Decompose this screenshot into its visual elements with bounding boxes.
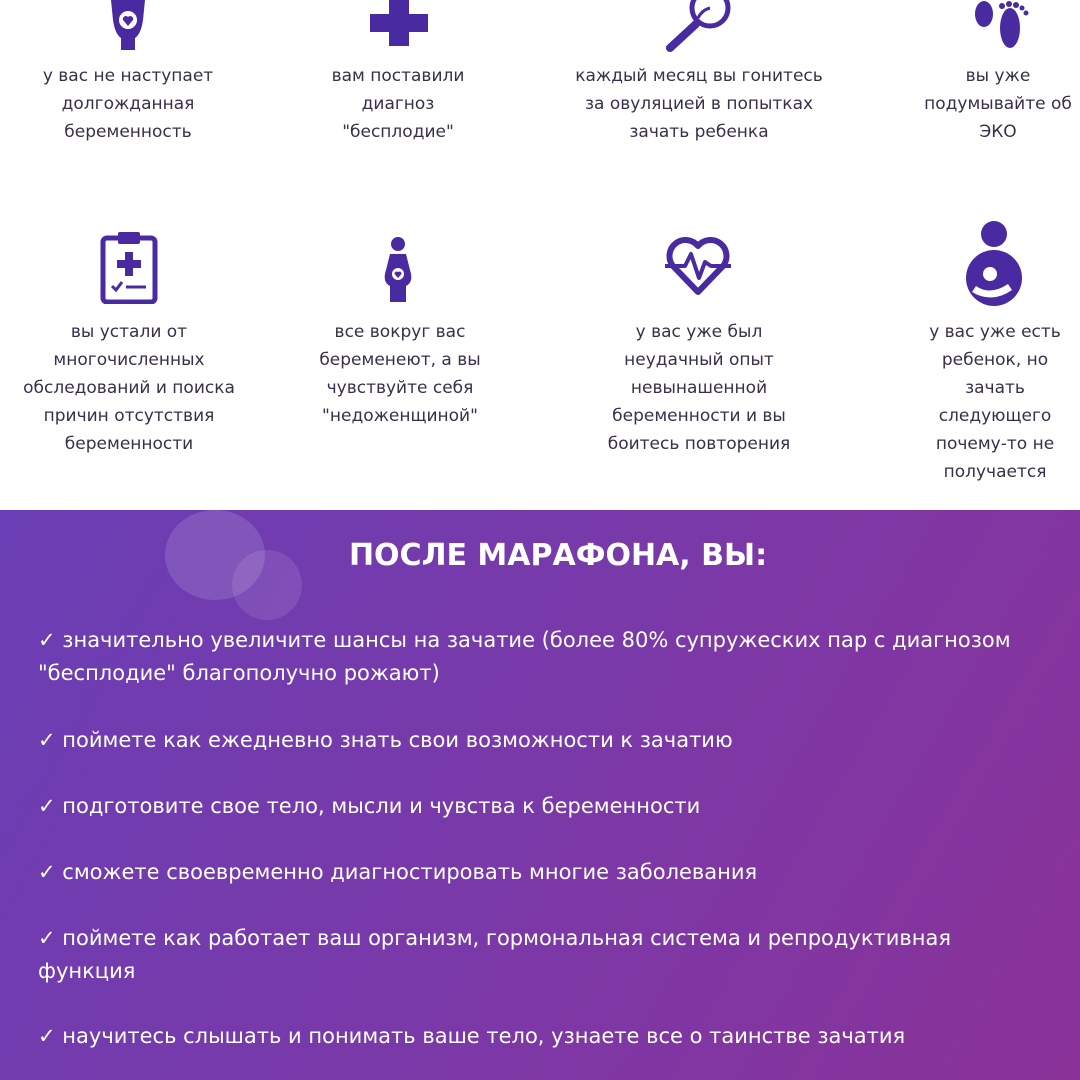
checkmark-icon: ✓ — [38, 860, 56, 884]
benefits-section — [0, 510, 1080, 1080]
benefit-text: подготовите свое тело, мысли и чувства к беременности — [62, 794, 701, 818]
mother-heart-icon — [107, 0, 149, 52]
checkmark-icon: ✓ — [38, 926, 56, 950]
benefit-item-3 — [38, 790, 1048, 823]
checkmark-icon: ✓ — [38, 794, 56, 818]
magnifier-icon — [664, 0, 736, 52]
problem-text-6: все вокруг вас беременеют, а вы чувствуйте себя "недоженщиной" — [319, 322, 481, 426]
benefit-item-2 — [38, 724, 1048, 757]
benefit-text: поймете как работает ваш организм, гормональная система и репродуктивная функция — [38, 926, 951, 983]
benefit-item-5 — [38, 922, 1048, 988]
medical-clipboard-icon — [100, 232, 158, 304]
benefit-text: значительно увеличите шансы на зачатие (более 80% супружеских пар с диагнозом "бесплодие" благополучно рожают) — [38, 628, 1011, 685]
benefit-item-1 — [38, 624, 1048, 690]
problem-text-4: вы уже подумывайте об ЭКО — [924, 66, 1072, 142]
problem-text-1: у вас не наступает долгожданная беременность — [42, 66, 214, 142]
problem-text-7: у вас уже был неудачный опыт невынашенной беременности и вы боитесь повторения — [607, 322, 791, 454]
benefit-item-6 — [38, 1020, 1048, 1053]
medical-cross-icon — [370, 0, 428, 46]
problem-text-3: каждый месяц вы гонитесь за овуляцией в попытках зачать ребенка — [575, 66, 823, 142]
checkmark-icon: ✓ — [38, 728, 56, 752]
benefit-item-4 — [38, 856, 1048, 889]
problem-text-5: вы устали от многочисленных обследований и поиска причин отсутствия беременности — [23, 322, 235, 454]
benefit-text: научитесь слышать и понимать ваше тело, узнаете все о таинстве зачатия — [62, 1024, 906, 1048]
problem-text-2: вам поставили диагноз "бесплодие" — [331, 66, 465, 142]
heart-pulse-icon — [665, 236, 731, 296]
pregnant-woman-icon — [380, 236, 416, 304]
problems-section — [0, 0, 1080, 510]
checkmark-icon: ✓ — [38, 628, 56, 652]
benefits-heading: ПОСЛЕ МАРАФОНА, ВЫ: — [348, 538, 768, 573]
mother-child-icon — [960, 220, 1028, 306]
problem-text-8: у вас уже есть ребенок, но зачать следующего почему-то не получается — [929, 322, 1061, 482]
baby-feet-icon — [966, 0, 1038, 54]
checkmark-icon: ✓ — [38, 1024, 56, 1048]
benefit-text: поймете как ежедневно знать свои возможности к зачатию — [62, 728, 733, 752]
benefit-text: сможете своевременно диагностировать многие заболевания — [62, 860, 758, 884]
